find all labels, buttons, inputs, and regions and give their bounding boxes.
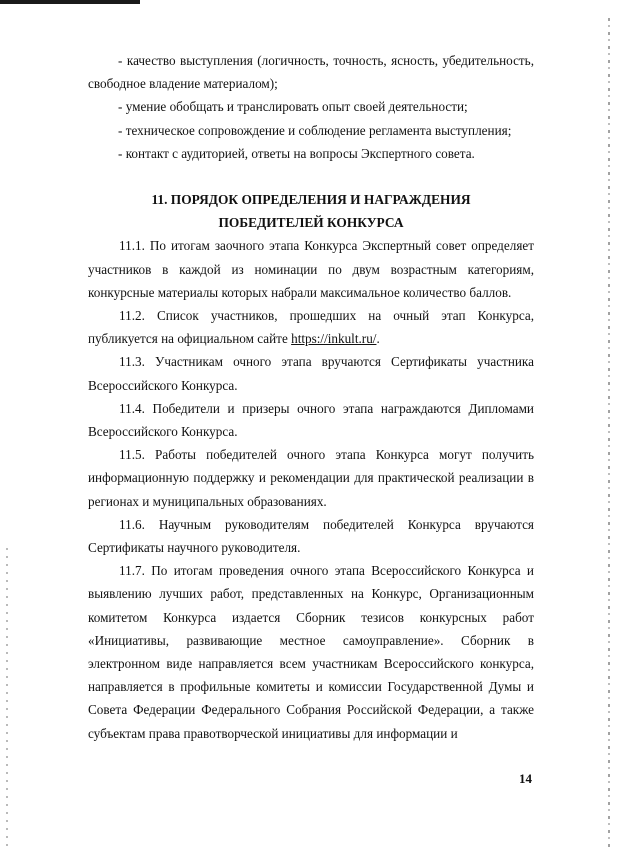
paragraph-11-1: 11.1. По итогам заочного этапа Конкурса Экспертный совет определяет участников в каждой из номинации по двум возрастным категориям, конкурсные материалы которых набрали максимальное количество баллов. (88, 238, 534, 300)
page-number: 14 (519, 771, 532, 786)
paragraph-11-4: 11.4. Победители и призеры очного этапа награждаются Дипломами Всероссийского Конкурса. (88, 400, 534, 440)
criteria-item: - контакт с аудиторией, ответы на вопросы Экспертного совета. (118, 145, 475, 161)
paragraph-11-2 (88, 304, 534, 350)
paragraph-11-5: 11.5. Работы победителей очного этапа Конкурса могут получить информационную поддержку и рекомендации для практической реализации в регионах и муниципальных образованиях. (88, 447, 534, 509)
section-heading (88, 188, 534, 234)
scan-edge-left (6, 548, 8, 848)
official-site-link[interactable]: https://inkult.ru/ (291, 331, 377, 347)
document-page (88, 49, 534, 745)
paragraph-11-7: 11.7. По итогам проведения очного этапа Всероссийского Конкурса и выявлению лучших работ, представленных на Конкурс, Организационным комитетом Конкурса издается Сборник тезисов конкурсных работ «Инициативы, развивающие местное самоуправление». Сборник в электронном виде направляется всем участникам Всероссийского конкурса, направляется в профильные комитеты и комиссии Государственной Думы и Совета Федерации Федерального Собрания Российской Федерации, а также субъектам права правотворческой инициативы для информации и (88, 563, 534, 741)
spacer (88, 165, 534, 188)
criteria-item: - техническое сопровождение и соблюдение регламента выступления; (118, 122, 512, 138)
criteria-item: - качество выступления (логичность, точность, ясность, убедительность, свободное владение материалом); (88, 53, 534, 92)
paragraph-11-2-end: . (376, 331, 380, 347)
paragraph-11-3: 11.3. Участникам очного этапа вручаются Сертификаты участника Всероссийского Конкурса. (88, 354, 534, 393)
section-title-line-2: ПОБЕДИТЕЛЕЙ КОНКУРСА (218, 215, 404, 231)
scan-edge-right (608, 18, 610, 848)
paragraph-11-2-text: 11.2. Список участников, прошедших на очный этап Конкурса, публикуется на официальном сайте (88, 308, 534, 347)
paragraph-11-6: 11.6. Научным руководителям победителей Конкурса вручаются Сертификаты научного руководителя. (88, 516, 534, 556)
criteria-item: - умение обобщать и транслировать опыт своей деятельности; (118, 99, 468, 115)
scan-edge-mark (0, 0, 140, 4)
section-title-line-1: 11. ПОРЯДОК ОПРЕДЕЛЕНИЯ И НАГРАЖДЕНИЯ (151, 192, 471, 208)
